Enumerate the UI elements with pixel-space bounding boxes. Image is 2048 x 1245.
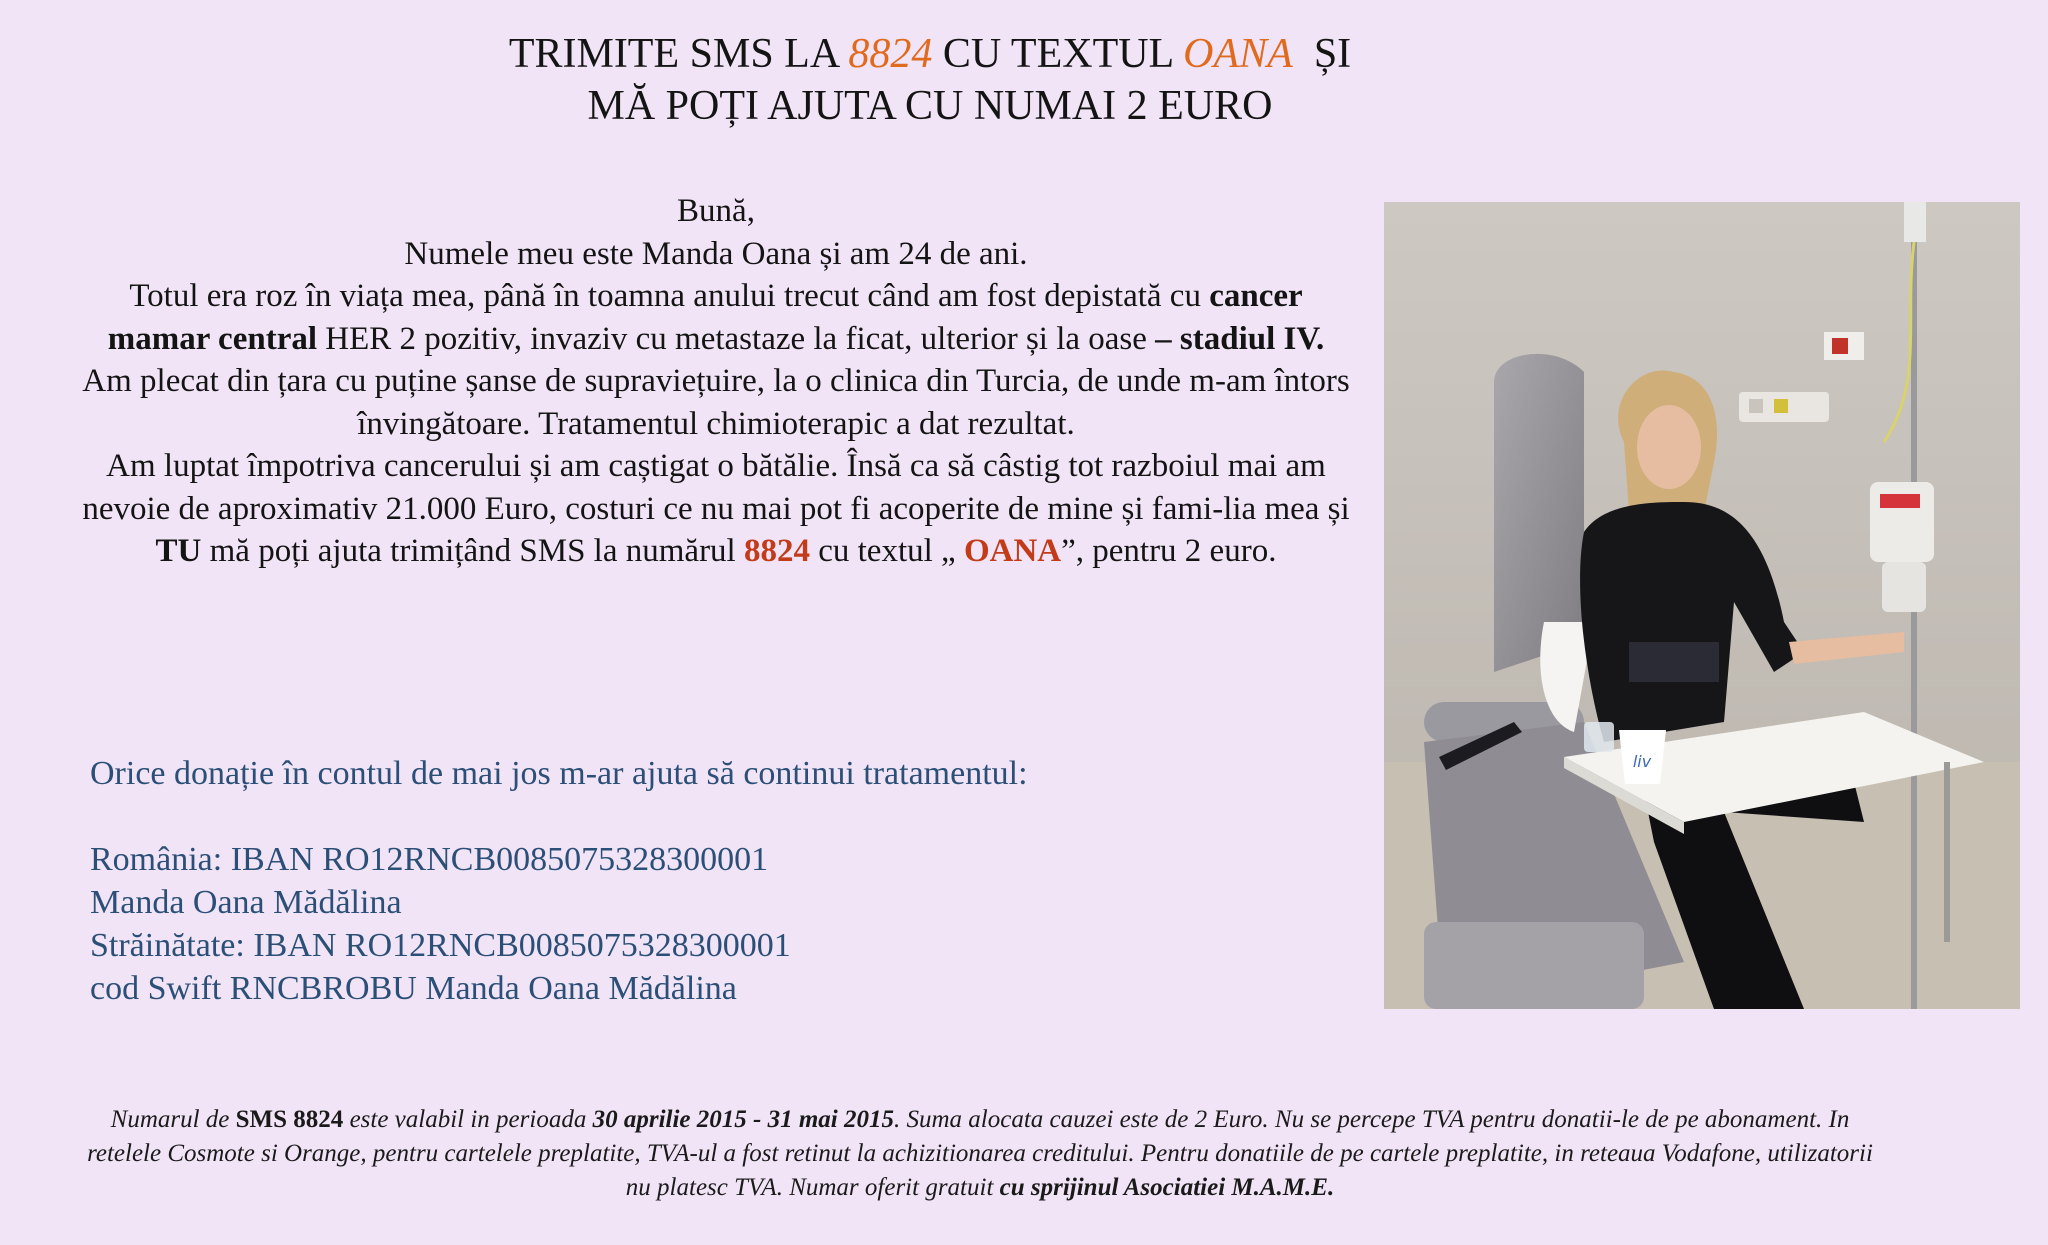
stage-bold: – stadiul IV. <box>1155 320 1325 357</box>
text: mă poți ajuta trimițând SMS la numărul <box>201 533 744 569</box>
diagnosis-bold: cancer mamar central <box>107 278 1303 357</box>
footnote-period: 30 aprilie 2015 - 31 mai 2015 <box>592 1106 894 1133</box>
donation-block <box>90 752 1290 1010</box>
headline-text: TRIMITE SMS LA <box>508 31 849 77</box>
sms-keyword-inline: OANA <box>963 533 1062 569</box>
sms-keyword: OANA <box>1183 31 1293 77</box>
iban-romania: România: IBAN RO12RNCB0085075328300001 <box>90 841 769 878</box>
swift-code: cod Swift RNCBROBU Manda Oana Mădălina <box>90 970 737 1007</box>
treatment-paragraph: Am plecat din țara cu puține șanse de supraviețuire, la o clinica din Turcia, de unde m-am întors învingătoare. Tratamentul chimioterapic a dat rezultat. <box>82 363 1350 442</box>
greeting: Bună, <box>677 193 755 229</box>
text: Am luptat împotriva cancerului și am caștigat o bătălie. Însă ca să câstig tot razboiul mai am nevoie de aproximativ 21.000 Euro, costuri ce nu mai pot fi acoperite de mine și fami-lia mea și <box>82 448 1350 527</box>
text: Numarul de <box>110 1106 236 1133</box>
text: HER 2 pozitiv, invaziv cu metastaze la ficat, ulterior și la oase <box>317 320 1156 357</box>
spacer <box>90 795 1290 838</box>
footnote-sms: SMS 8824 <box>235 1106 344 1133</box>
tu-bold: TU <box>155 533 202 569</box>
headline-line1 <box>509 31 1351 77</box>
legal-footnote <box>80 1103 1880 1205</box>
text: cu textul „ <box>809 533 964 569</box>
patient-photo <box>1384 202 2020 1009</box>
text: Totul era roz în viața mea, până în toamna anului trecut când am fost depistată cu <box>129 278 1210 314</box>
account-holder: Manda Oana Mădălina <box>90 884 402 921</box>
text: ”, pentru 2 euro. <box>1061 533 1277 569</box>
intro: Numele meu este Manda Oana și am 24 de ani. <box>404 235 1028 272</box>
text: . Suma alocata cauzei este de 2 Euro. Nu se percepe TVA pentru donatii-le de pe abonament. In retelele Cosmote si Orange, pentru cartelele preplatite, TVA-ul a fost retinut la achizitionarea creditului. Pentru donatiile de pe cartele preplatite, in reteaua Vodafone, utilizatorii nu platesc TVA. Numar oferit gratuit <box>87 1106 1873 1201</box>
sms-number-inline: 8824 <box>743 533 810 569</box>
diagnosis-paragraph <box>76 275 1356 360</box>
appeal-letter <box>76 190 1356 573</box>
headline-text: ȘI <box>1292 31 1352 77</box>
footnote-sponsor: cu sprijinul Asociatiei M.A.M.E. <box>999 1174 1335 1201</box>
text: este valabil in perioada <box>343 1106 593 1133</box>
iban-abroad: Străinătate: IBAN RO12RNCB0085075328300001 <box>90 927 791 964</box>
headline-line2: MĂ POȚI AJUTA CU NUMAI 2 EURO <box>587 83 1273 129</box>
svg-text:liv: liv <box>1632 752 1652 771</box>
request-paragraph <box>76 445 1356 573</box>
headline-text: CU TEXTUL <box>932 31 1184 77</box>
donation-intro: Orice donație în contul de mai jos m-ar ajuta să continui tratamentul: <box>90 755 1028 792</box>
sms-number: 8824 <box>848 31 933 77</box>
headline <box>360 28 1500 132</box>
